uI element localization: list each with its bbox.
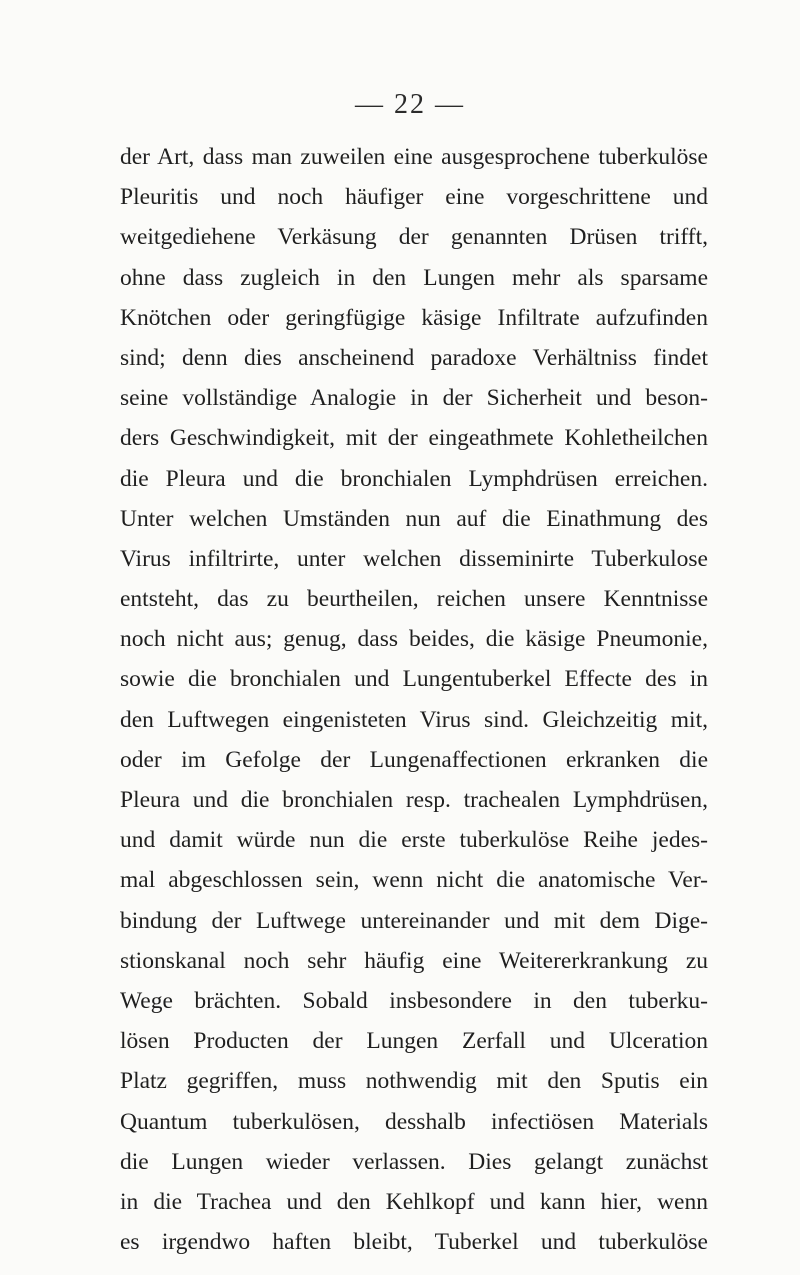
text-line: mal abgeschlossen sein, wenn nicht die anatomische Ver- [120, 867, 708, 894]
text-line: den Luftwegen eingenisteten Virus sind. Gleichzeitig mit, [120, 706, 708, 733]
text-line: Unter welchen Umständen nun auf die Einathmung des [120, 505, 708, 532]
text-line: Pleuritis und noch häufiger eine vorgeschrittene und [120, 184, 708, 211]
text-line: es irgendwo haften bleibt, Tuberkel und tuberkulöse [120, 1229, 708, 1256]
text-line: ders Geschwindigkeit, mit der eingeathmete Kohletheilchen [120, 425, 708, 452]
text-line: die Pleura und die bronchialen Lymphdrüsen erreichen. [120, 465, 708, 492]
text-line: seine vollständige Analogie in der Sicherheit und beson- [120, 385, 708, 412]
text-line: oder im Gefolge der Lungenaffectionen erkranken die [120, 746, 708, 773]
text-line: Pleura und die bronchialen resp. trachealen Lymphdrüsen, [120, 787, 708, 813]
text-line: Platz gegriffen, muss nothwendig mit den Sputis ein [120, 1068, 708, 1095]
text-line: Knötchen oder geringfügige käsige Infiltrate aufzufinden [120, 304, 708, 331]
text-line: stionskanal noch sehr häufig eine Weitererkrankung zu [120, 947, 708, 974]
text-line: entsteht, das zu beurtheilen, reichen unsere Kenntnisse [120, 586, 708, 613]
text-line: bindung der Luftwege untereinander und mit dem Dige- [120, 907, 708, 934]
text-line: der Art, dass man zuweilen eine ausgesprochene tuberkulöse [120, 144, 708, 170]
text-line: in die Trachea und den Kehlkopf und kann hier, wenn [120, 1188, 708, 1215]
text-line: noch nicht aus; genug, dass beides, die käsige Pneumonie, [120, 626, 708, 653]
text-line: sowie die bronchialen und Lungentuberkel Effecte des in [120, 666, 708, 693]
text-line: lösen Producten der Lungen Zerfall und Ulceration [120, 1028, 708, 1055]
text-line: Wege brächten. Sobald insbesondere in den tuberku- [120, 987, 708, 1014]
page-number: — 22 — [355, 89, 465, 120]
text-line: Virus infiltrirte, unter welchen disseminirte Tuberkulose [120, 545, 708, 572]
text-line: Quantum tuberkulösen, desshalb infectiösen Materials [120, 1108, 708, 1135]
text-line: ohne dass zugleich in den Lungen mehr als sparsame [120, 264, 708, 291]
text-line: weitgediehene Verkäsung der genannten Drüsen trifft, [120, 224, 708, 251]
text-line: die Lungen wieder verlassen. Dies gelangt zunächst [120, 1148, 708, 1175]
text-line: sind; denn dies anscheinend paradoxe Verhältniss findet [120, 344, 708, 371]
body-text [120, 137, 708, 1262]
text-line: und damit würde nun die erste tuberkulöse Reihe jedes- [120, 827, 708, 854]
